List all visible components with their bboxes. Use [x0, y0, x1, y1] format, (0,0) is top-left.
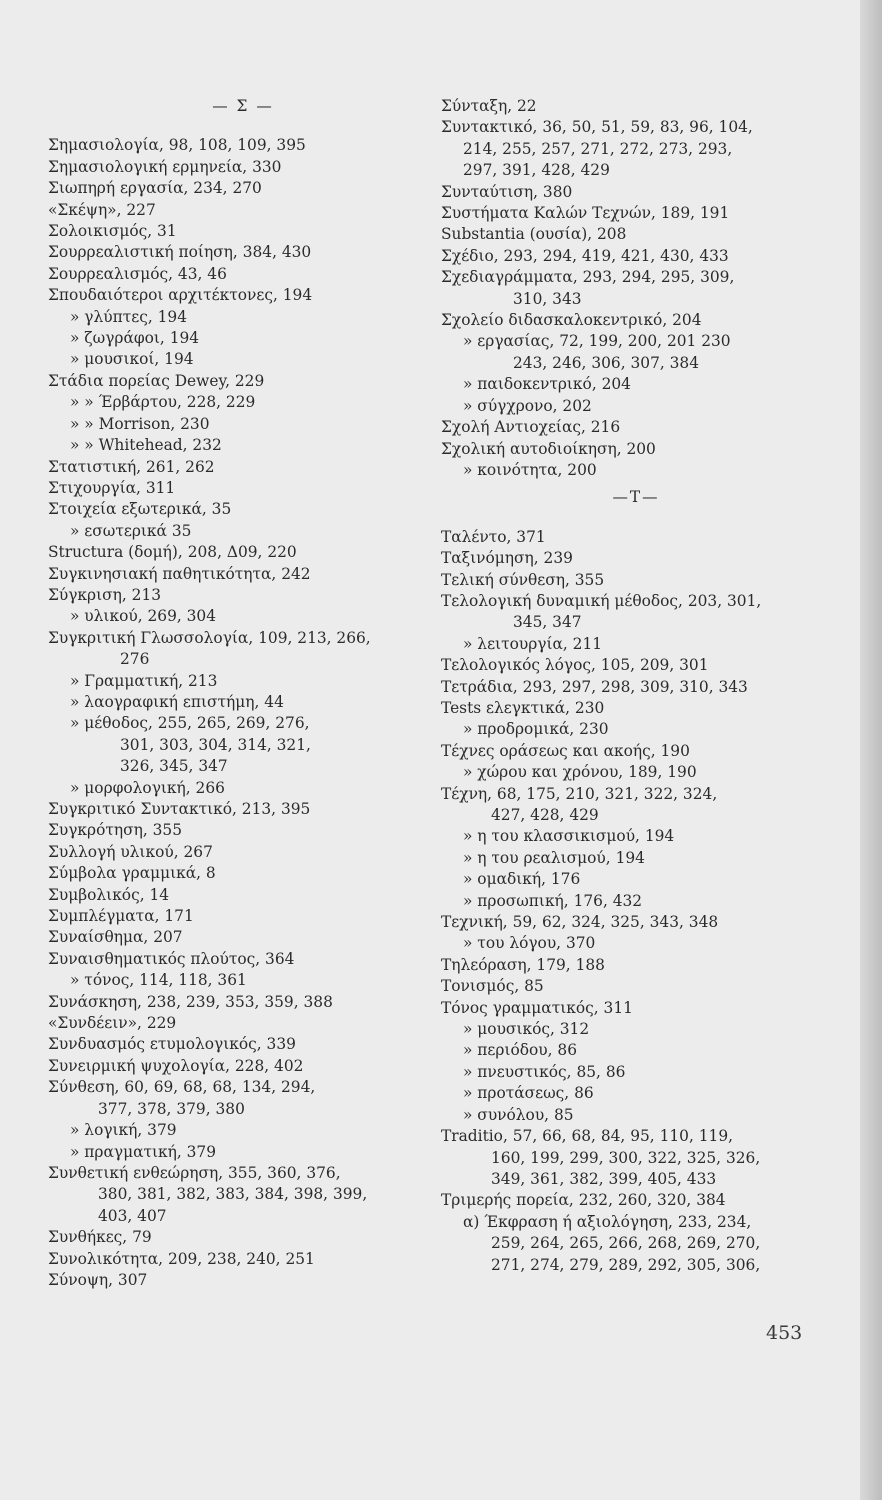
index-entry: » » Whitehead, 232: [70, 436, 222, 455]
index-entry: Συγκινησιακή παθητικότητα, 242: [48, 564, 311, 583]
index-entry: 345, 347: [513, 613, 582, 632]
index-entry: 301, 303, 304, 314, 321,: [120, 735, 311, 754]
index-entry: Στάδια πορείας Dewey, 229: [48, 371, 265, 390]
index-entry: Τεχνική, 59, 62, 324, 325, 343, 348: [441, 913, 719, 932]
index-entry: Σολοικισμός, 31: [48, 222, 177, 241]
index-entry: Συνθήκες, 79: [48, 1228, 152, 1247]
index-entry: Σύμβολα γραμμικά, 8: [48, 864, 216, 883]
index-entry: 259, 264, 265, 266, 268, 269, 270,: [491, 1234, 761, 1253]
index-entry: Συνταύτιση, 380: [441, 182, 573, 201]
index-entry: 297, 391, 428, 429: [463, 161, 610, 180]
index-entry: 276: [120, 650, 150, 669]
index-entry: Συναίσθημα, 207: [48, 928, 183, 947]
index-entry: 160, 199, 299, 300, 322, 325, 326,: [491, 1148, 761, 1167]
index-entry: Συμπλέγματα, 171: [48, 907, 194, 926]
index-entry: 214, 255, 257, 271, 272, 273, 293,: [463, 139, 733, 158]
index-entry: Συγκριτικό Συντακτικό, 213, 395: [48, 800, 311, 818]
index-entry: Σουρρεαλισμός, 43, 46: [48, 264, 227, 283]
index-entry: » πνευστικός, 85, 86: [463, 1062, 626, 1081]
index-entry: «Σκέψη», 227: [48, 200, 156, 219]
index-entry: Σύγκριση, 213: [48, 585, 162, 604]
index-entry: Σύνταξη, 22: [441, 97, 537, 115]
index-entry: Τονισμός, 85: [441, 977, 544, 996]
index-entry: Συνθετική ενθεώρηση, 355, 360, 376,: [48, 1163, 341, 1182]
index-entry: 243, 246, 306, 307, 384: [513, 353, 700, 372]
index-entry: α) Έκφραση ή αξιολόγηση, 233, 234,: [463, 1212, 752, 1231]
index-entry: Σιωπηρή εργασία, 234, 270: [48, 179, 262, 198]
index-entry: » » Morrison, 230: [70, 414, 210, 433]
index-entry: Συμβολικός, 14: [48, 885, 170, 904]
spacer: [48, 117, 438, 135]
index-entry: » του λόγου, 370: [463, 934, 596, 953]
index-entry: » ζωγράφοι, 194: [70, 329, 200, 348]
index-entry: » σύγχρονο, 202: [463, 396, 592, 415]
index-entry: Στοιχεία εξωτερικά, 35: [48, 500, 232, 519]
index-entry: Συνάσκηση, 238, 239, 353, 359, 388: [48, 992, 333, 1011]
index-entry: Σχολή Αντιοχείας, 216: [441, 418, 621, 437]
index-entry: Tests ελεγκτικά, 230: [441, 698, 605, 717]
index-entry: Συλλογή υλικού, 267: [48, 842, 213, 861]
index-entry: Σπουδαιότεροι αρχιτέκτονες, 194: [48, 286, 313, 305]
index-entry: » η του ρεαλισμού, 194: [463, 848, 645, 867]
index-entry: » μουσικός, 312: [463, 1020, 590, 1039]
index-entry: Σημασιολογική ερμηνεία, 330: [48, 157, 282, 176]
index-entry: Τόνος γραμματικός, 311: [441, 998, 633, 1017]
index-entry: » λογική, 379: [70, 1121, 177, 1140]
index-entry: Σουρρεαλιστική ποίηση, 384, 430: [48, 243, 312, 262]
index-entry: Τελολογικός λόγος, 105, 209, 301: [441, 656, 709, 675]
index-entry: » προτάσεως, 86: [463, 1084, 594, 1103]
index-entry: Traditio, 57, 66, 68, 84, 95, 110, 119,: [441, 1127, 734, 1146]
index-entry: » » Έρβάρτου, 228, 229: [70, 393, 256, 412]
index-entry: Structura (δομή), 208, Δ09, 220: [48, 543, 297, 562]
index-entry: Τελολογική δυναμική μέθοδος, 203, 301,: [441, 591, 762, 610]
index-column-left: [48, 96, 438, 1291]
index-entry: Συνειρμική ψυχολογία, 228, 402: [48, 1056, 304, 1075]
index-entry: » λαογραφική επιστήμη, 44: [70, 692, 284, 711]
section-heading: — Σ —: [212, 97, 274, 115]
index-entry: Συγκρότηση, 355: [48, 821, 182, 840]
spacer: [441, 509, 831, 527]
index-entry: 271, 274, 279, 289, 292, 305, 306,: [491, 1255, 761, 1274]
index-entry: » προδρομικά, 230: [463, 720, 609, 739]
index-entry: » λειτουργία, 211: [463, 634, 603, 653]
index-entry: » πραγματική, 379: [70, 1142, 217, 1161]
index-entry: Συγκριτική Γλωσσολογία, 109, 213, 266,: [48, 628, 371, 647]
index-entry: Σύνθεση, 60, 69, 68, 68, 134, 294,: [48, 1078, 316, 1097]
index-entry: » Γραμματική, 213: [70, 671, 218, 690]
index-entry: Σχολική αυτοδιοίκηση, 200: [441, 439, 656, 458]
index-entry: 377, 378, 379, 380: [98, 1099, 245, 1118]
index-entry: Ταξινόμηση, 239: [441, 549, 573, 568]
index-entry: » μορφολογική, 266: [70, 778, 225, 797]
index-entry: Συνδυασμός ετυμολογικός, 339: [48, 1035, 296, 1054]
index-entry: 403, 407: [98, 1206, 167, 1225]
index-entry: «Συνδέειν», 229: [48, 1014, 177, 1033]
index-entry: » η του κλασσικισμού, 194: [463, 827, 675, 846]
index-entry: Substantia (ουσία), 208: [441, 225, 627, 244]
index-entry: Τηλεόραση, 179, 188: [441, 955, 605, 974]
section-heading: —T—: [612, 488, 660, 507]
index-entry: Ταλέντο, 371: [441, 527, 546, 546]
index-entry: » κοινότητα, 200: [463, 460, 597, 479]
index-entry: » ομαδική, 176: [463, 870, 581, 889]
index-entry: Σχέδιο, 293, 294, 419, 421, 430, 433: [441, 246, 729, 265]
index-entry: 326, 345, 347: [120, 757, 228, 776]
index-column-right: [441, 96, 831, 1276]
index-entry: Στατιστική, 261, 262: [48, 457, 215, 476]
index-entry: 427, 428, 429: [491, 806, 599, 824]
index-entry: » μουσικοί, 194: [70, 350, 194, 369]
index-entry: » εργασίας, 72, 199, 200, 201 230: [463, 332, 731, 351]
page-number: 453: [766, 1322, 803, 1344]
index-entry: Συνολικότητα, 209, 238, 240, 251: [48, 1249, 315, 1268]
index-entry: 349, 361, 382, 399, 405, 433: [491, 1169, 717, 1188]
index-entry: » τόνος, 114, 118, 361: [70, 971, 247, 990]
index-entry: Τριμερής πορεία, 232, 260, 320, 384: [441, 1191, 726, 1210]
index-entry: » εσωτερικά 35: [70, 521, 192, 540]
index-entry: » παιδοκεντρικό, 204: [463, 375, 631, 394]
index-entry: 380, 381, 382, 383, 384, 398, 399,: [98, 1185, 368, 1204]
index-entry: Τελική σύνθεση, 355: [441, 570, 605, 589]
index-entry: » μέθοδος, 255, 265, 269, 276,: [70, 714, 310, 733]
index-entry: Σημασιολογία, 98, 108, 109, 395: [48, 136, 306, 155]
index-entry: Στιχουργία, 311: [48, 478, 176, 497]
index-entry: Σχολείο διδασκαλοκεντρικό, 204: [441, 311, 702, 330]
index-entry: Τέχνες οράσεως και ακοής, 190: [441, 741, 690, 760]
index-entry: » συνόλου, 85: [463, 1105, 574, 1124]
index-entry: » προσωπική, 176, 432: [463, 891, 643, 910]
page-edge-shadow: [860, 0, 882, 1500]
index-entry: » περιόδου, 86: [463, 1041, 578, 1060]
index-entry: Τέχνη, 68, 175, 210, 321, 322, 324,: [441, 784, 718, 803]
index-entry: 310, 343: [513, 289, 582, 308]
index-entry: » χώρου και χρόνου, 189, 190: [463, 763, 697, 782]
index-entry: Συναισθηματικός πλούτος, 364: [48, 949, 295, 968]
index-entry: Τετράδια, 293, 297, 298, 309, 310, 343: [441, 677, 748, 696]
index-entry: Συστήματα Καλών Τεχνών, 189, 191: [441, 204, 730, 223]
index-entry: Σύνοψη, 307: [48, 1270, 148, 1289]
index-entry: » γλύπτες, 194: [70, 307, 188, 326]
index-entry: Σχεδιαγράμματα, 293, 294, 295, 309,: [441, 268, 735, 287]
index-entry: » υλικού, 269, 304: [70, 607, 217, 626]
index-entry: Συντακτικό, 36, 50, 51, 59, 83, 96, 104,: [441, 118, 753, 137]
